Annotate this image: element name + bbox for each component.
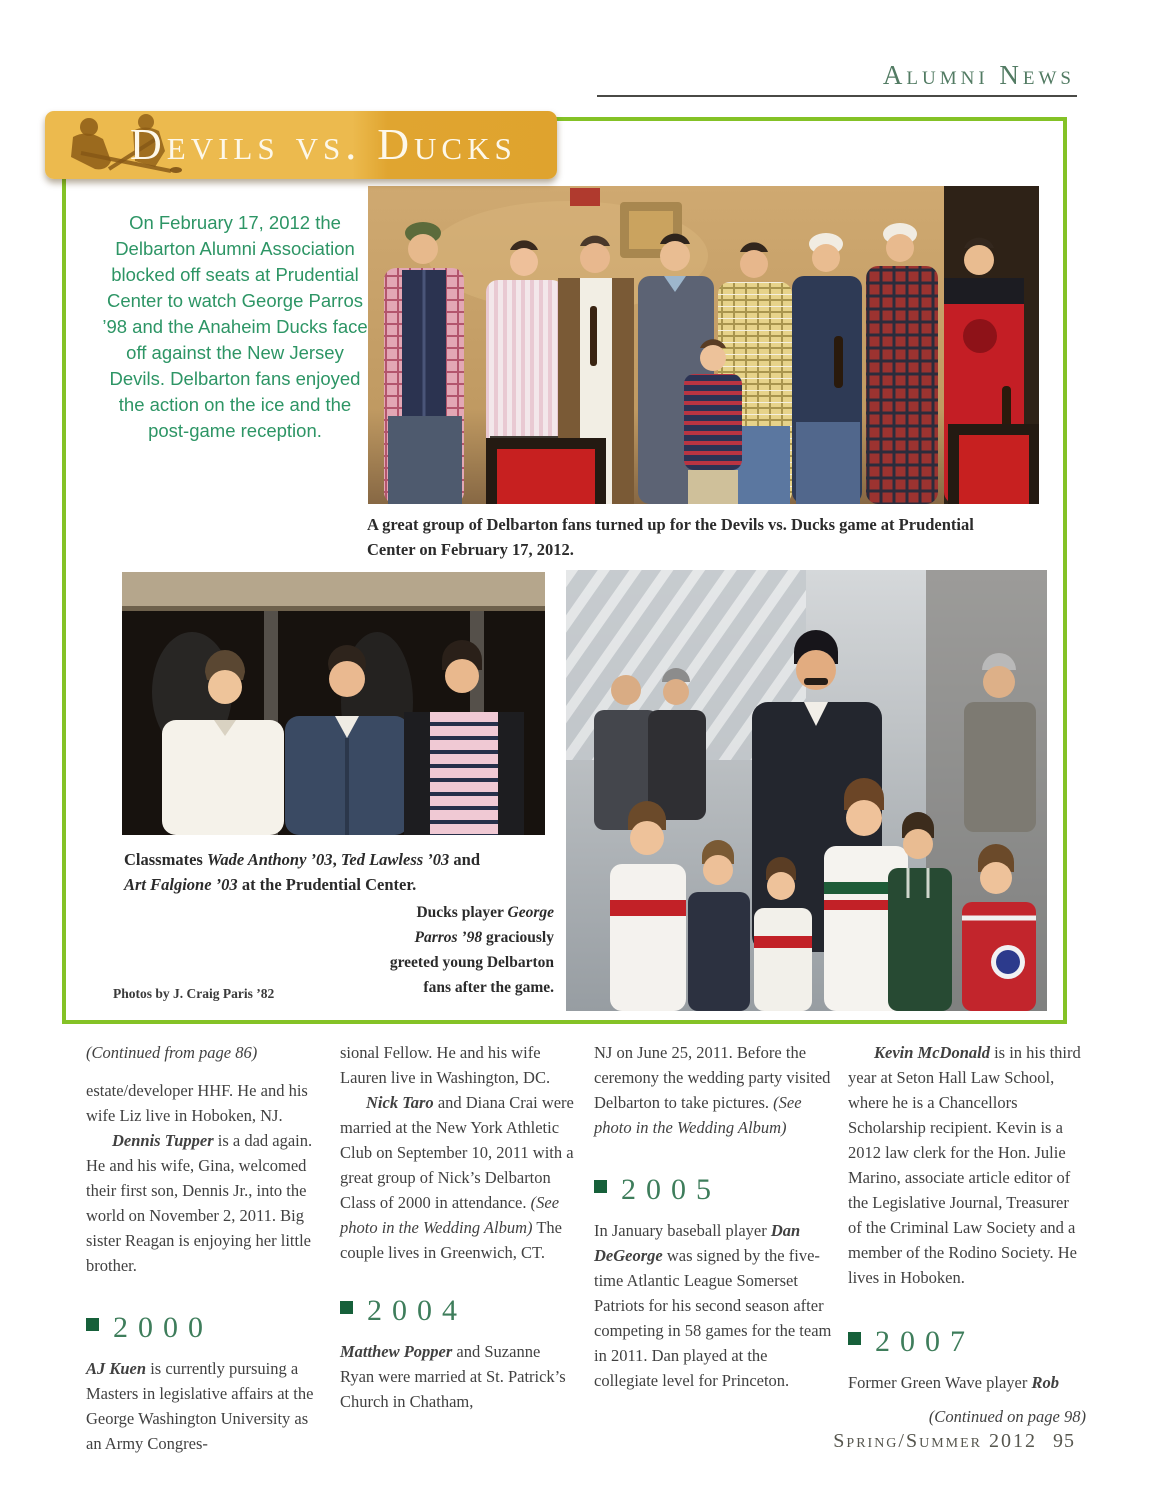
page-number: 95 <box>1053 1430 1075 1452</box>
alumnus-name: Wade Anthony ’03 <box>206 850 333 869</box>
text-run: is a dad again. He and his wife, Gina, welcomed their first son, Dennis Jr., into the world on November 2, 2011. Big sister Reagan is enjoying her little brother. <box>86 1131 313 1275</box>
year-header-2000 <box>86 1312 324 1344</box>
text-run: sional Fellow. He and his wife Lauren live in Washington, DC. <box>340 1043 551 1087</box>
text-run: Ducks player <box>416 904 508 921</box>
alumnus-name: Art Falgione ’03 <box>124 875 238 894</box>
text-run: is in his third year at Seton Hall Law School, where he is a Chancellors Scholarship recipient. Kevin is a 2012 law clerk for the Hon. Julie Marino, associate article editor of the Legislative Journal, Treasurer of the Criminal Law Society and a member of the Rodino Society. He lives in Hoboken. <box>848 1043 1081 1287</box>
alumnus-name: George Parros ’98 <box>414 904 554 946</box>
square-bullet-icon <box>594 1180 607 1193</box>
page-footer <box>833 1430 1075 1453</box>
year-header-2007 <box>848 1326 1086 1358</box>
page-section-title: Alumni News <box>882 60 1075 90</box>
caption-main: A great group of Delbarton fans turned up for the Devils vs. Ducks game at Prudential Center on February 17, 2012. <box>367 515 974 559</box>
note-paragraph <box>86 1356 324 1456</box>
caption-classmates <box>124 847 496 897</box>
see-photo-note: (See photo in the Wedding Album) <box>340 1193 560 1237</box>
text-run: and Suzanne Ryan were married at St. Patrick’s Church in Chatham, <box>340 1342 566 1411</box>
note-paragraph <box>340 1040 578 1090</box>
alumnus-name: Dennis Tupper <box>112 1131 214 1150</box>
note-paragraph <box>340 1090 578 1265</box>
alumnus-name: Ted Lawless ’03 <box>340 850 450 869</box>
alumnus-name: Matthew Popper <box>340 1342 453 1361</box>
text-run: NJ on June 25, 2011. Before the ceremony the wedding party visited Delbarton to take pictures. <box>594 1043 831 1112</box>
photo-credit: Photos by J. Craig Paris ’82 <box>113 986 275 1001</box>
class-notes <box>86 1040 1086 1456</box>
text-run: estate/developer HHF. He and his wife Liz live in Hoboken, NJ. <box>86 1081 308 1125</box>
alumnus-name: AJ Kuen <box>86 1359 147 1378</box>
header-rule <box>597 95 1077 97</box>
text-run: at the Prudential Center. <box>237 875 417 894</box>
note-paragraph <box>86 1078 324 1128</box>
photo-parros-fans <box>566 570 1047 1011</box>
continued-from-note: (Continued from page 86) <box>86 1043 258 1062</box>
notes-column-3 <box>594 1040 832 1456</box>
alumnus-name: Kevin McDonald <box>874 1043 990 1062</box>
issue-label: Spring/Summer 2012 <box>833 1430 1037 1452</box>
text-run: and Diana Crai were married at the New York Athletic Club on September 10, 2011 with a great group of Nick’s Delbarton Class of 2000 in attendance. <box>340 1093 574 1212</box>
intro-text: On February 17, 2012 the Delbarton Alumni Association blocked off seats at Prudential Center to watch George Parros ’98 and the Anaheim Ducks face off against the New Jersey Devils. Delbarton fans enjoyed the action on the ice and the post-game reception. <box>102 212 368 441</box>
notes-column-2 <box>340 1040 578 1456</box>
photo-group-fans <box>368 186 1039 504</box>
feature-banner <box>45 111 557 179</box>
text-run: , <box>332 850 341 869</box>
square-bullet-icon <box>86 1318 99 1331</box>
text-run: is currently pursuing a Masters in legislative affairs at the George Washington University as an Army Congres- <box>86 1359 314 1453</box>
text-run: In January baseball player <box>594 1221 771 1240</box>
notes-column-1 <box>86 1040 324 1456</box>
square-bullet-icon <box>848 1332 861 1345</box>
alumnus-name: Dan DeGeorge <box>594 1221 801 1265</box>
photo-classmates <box>122 572 545 835</box>
year-header-2004 <box>340 1295 578 1327</box>
text-run: graciously greeted young Delbarton fans after the game. <box>389 929 554 996</box>
square-bullet-icon <box>340 1301 353 1314</box>
notes-column-4 <box>848 1040 1086 1456</box>
alumnus-name: Nick Taro <box>366 1093 434 1112</box>
note-paragraph <box>86 1128 324 1278</box>
text-run: was signed by the five-time Atlantic League Somerset Patriots for his second season after competing in 58 games for the team in 2011. Dan played at the collegiate level for Princeton. <box>594 1246 832 1390</box>
text-run: The couple lives in Greenwich, CT. <box>340 1218 562 1262</box>
year-label: 2007 <box>875 1325 975 1358</box>
note-paragraph <box>340 1339 578 1414</box>
year-label: 2004 <box>367 1294 467 1327</box>
see-photo-note: (See photo in the Wedding Album) <box>594 1093 802 1137</box>
caption-parros <box>382 900 554 1000</box>
text-run: and <box>449 850 481 869</box>
year-label: 2000 <box>113 1311 213 1344</box>
year-header-2005 <box>594 1174 832 1206</box>
note-paragraph <box>848 1370 1086 1395</box>
banner-title: Devils vs. Ducks <box>130 120 517 169</box>
text-run: Classmates <box>124 850 207 869</box>
text-run: Former Green Wave player <box>848 1373 1032 1392</box>
note-paragraph <box>594 1218 832 1393</box>
note-paragraph <box>594 1040 832 1140</box>
note-paragraph <box>848 1040 1086 1290</box>
continued-on-note: (Continued on page 98) <box>928 1407 1086 1426</box>
year-label: 2005 <box>621 1173 721 1206</box>
alumnus-name: Rob <box>1031 1373 1059 1392</box>
